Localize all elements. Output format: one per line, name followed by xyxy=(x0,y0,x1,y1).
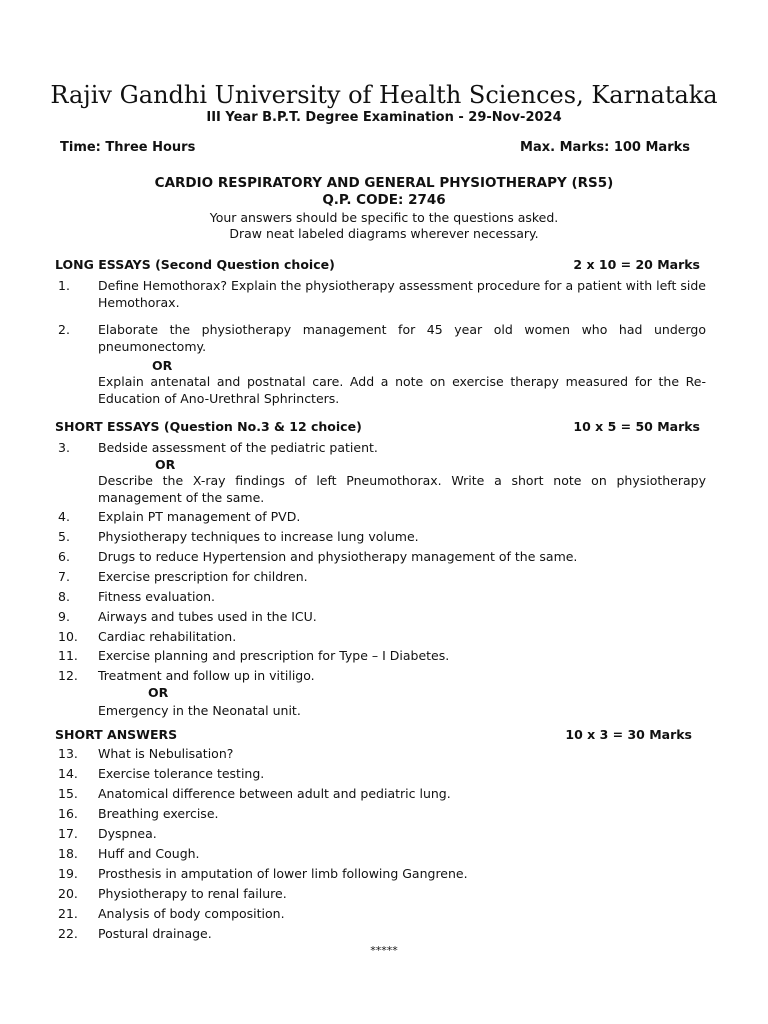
question-text: Huff and Cough. xyxy=(98,846,200,861)
or-separator: OR xyxy=(152,358,173,373)
question-text: Exercise tolerance testing. xyxy=(98,766,265,781)
question-text: Cardiac rehabilitation. xyxy=(98,629,237,644)
question-text: Treatment and follow up in vitiligo. xyxy=(98,668,315,683)
question-number: 4. xyxy=(58,509,70,524)
qp-code: Q.P. CODE: 2746 xyxy=(322,192,446,208)
question-text: Explain PT management of PVD. xyxy=(98,509,301,524)
question-text: Exercise prescription for children. xyxy=(98,569,308,584)
or-separator: OR xyxy=(155,457,176,472)
question-number: 20. xyxy=(58,886,78,901)
question-number: 6. xyxy=(58,549,70,564)
section-title: LONG ESSAYS (Second Question choice) xyxy=(55,257,335,272)
question-text: Prosthesis in amputation of lower limb following Gangrene. xyxy=(98,866,468,881)
question-number: 3. xyxy=(58,440,70,455)
question-number: 22. xyxy=(58,926,78,941)
max-marks: Max. Marks: 100 Marks xyxy=(520,140,690,155)
question-text: Physiotherapy to renal failure. xyxy=(98,886,287,901)
question-text: Exercise planning and prescription for Type – I Diabetes. xyxy=(98,648,450,663)
question-text: Dyspnea. xyxy=(98,826,157,841)
question-number: 14. xyxy=(58,766,78,781)
question-text: Drugs to reduce Hypertension and physiotherapy management of the same. xyxy=(98,549,578,564)
section-heading-short-essays xyxy=(55,419,700,434)
question-number: 19. xyxy=(58,866,78,881)
or-separator: OR xyxy=(148,685,169,700)
end-of-paper-mark: ***** xyxy=(370,944,398,957)
instruction-line: Draw neat labeled diagrams wherever necessary. xyxy=(229,226,539,241)
question-text: Explain antenatal and postnatal care. Add a note on exercise therapy measured for the Re-Education of Ano-Urethral Sphrincters. xyxy=(98,374,706,406)
section-heading-short-answers xyxy=(55,727,692,742)
question-number: 13. xyxy=(58,746,78,761)
question-text: Postural drainage. xyxy=(98,926,212,941)
question-number: 18. xyxy=(58,846,78,861)
section-marks: 2 x 10 = 20 Marks xyxy=(573,257,700,272)
instruction-line: Your answers should be specific to the questions asked. xyxy=(209,210,559,225)
question-number: 7. xyxy=(58,569,70,584)
university-title: Rajiv Gandhi University of Health Sciences, Karnataka xyxy=(50,81,718,109)
question-number: 9. xyxy=(58,609,70,624)
section-marks: 10 x 5 = 50 Marks xyxy=(573,419,700,434)
question-number: 1. xyxy=(58,278,70,293)
question-text: Emergency in the Neonatal unit. xyxy=(98,703,301,718)
question-text: Describe the X-ray findings of left Pneumothorax. Write a short note on physiotherapy management of the same. xyxy=(98,473,706,505)
question-text: What is Nebulisation? xyxy=(98,746,234,761)
question-number: 15. xyxy=(58,786,78,801)
exam-title: III Year B.P.T. Degree Examination - 29-Nov-2024 xyxy=(206,110,562,125)
question-text: Bedside assessment of the pediatric patient. xyxy=(98,440,378,455)
question-text: Physiotherapy techniques to increase lung volume. xyxy=(98,529,419,544)
question-text: Fitness evaluation. xyxy=(98,589,215,604)
question-text: Breathing exercise. xyxy=(98,806,219,821)
question-text: Define Hemothorax? Explain the physiotherapy assessment procedure for a patient with left side Hemothorax. xyxy=(98,278,706,310)
instructions xyxy=(0,210,768,242)
question-text: Analysis of body composition. xyxy=(98,906,285,921)
section-title: SHORT ESSAYS (Question No.3 & 12 choice) xyxy=(55,419,362,434)
section-title: SHORT ANSWERS xyxy=(55,727,178,742)
question-text: Elaborate the physiotherapy management for 45 year old women who had undergo pneumonectomy. xyxy=(98,322,706,354)
question-number: 8. xyxy=(58,589,70,604)
question-text: Airways and tubes used in the ICU. xyxy=(98,609,317,624)
subject-title: CARDIO RESPIRATORY AND GENERAL PHYSIOTHERAPY (RS5) xyxy=(154,175,614,191)
question-number: 16. xyxy=(58,806,78,821)
question-number: 2. xyxy=(58,322,70,337)
question-number: 21. xyxy=(58,906,78,921)
question-number: 5. xyxy=(58,529,70,544)
question-number: 10. xyxy=(58,629,78,644)
question-text: Anatomical difference between adult and pediatric lung. xyxy=(98,786,451,801)
question-number: 12. xyxy=(58,668,78,683)
section-heading-long-essays xyxy=(55,257,700,272)
section-marks: 10 x 3 = 30 Marks xyxy=(565,727,692,742)
question-number: 11. xyxy=(58,648,78,663)
exam-duration: Time: Three Hours xyxy=(60,140,196,155)
question-number: 17. xyxy=(58,826,78,841)
